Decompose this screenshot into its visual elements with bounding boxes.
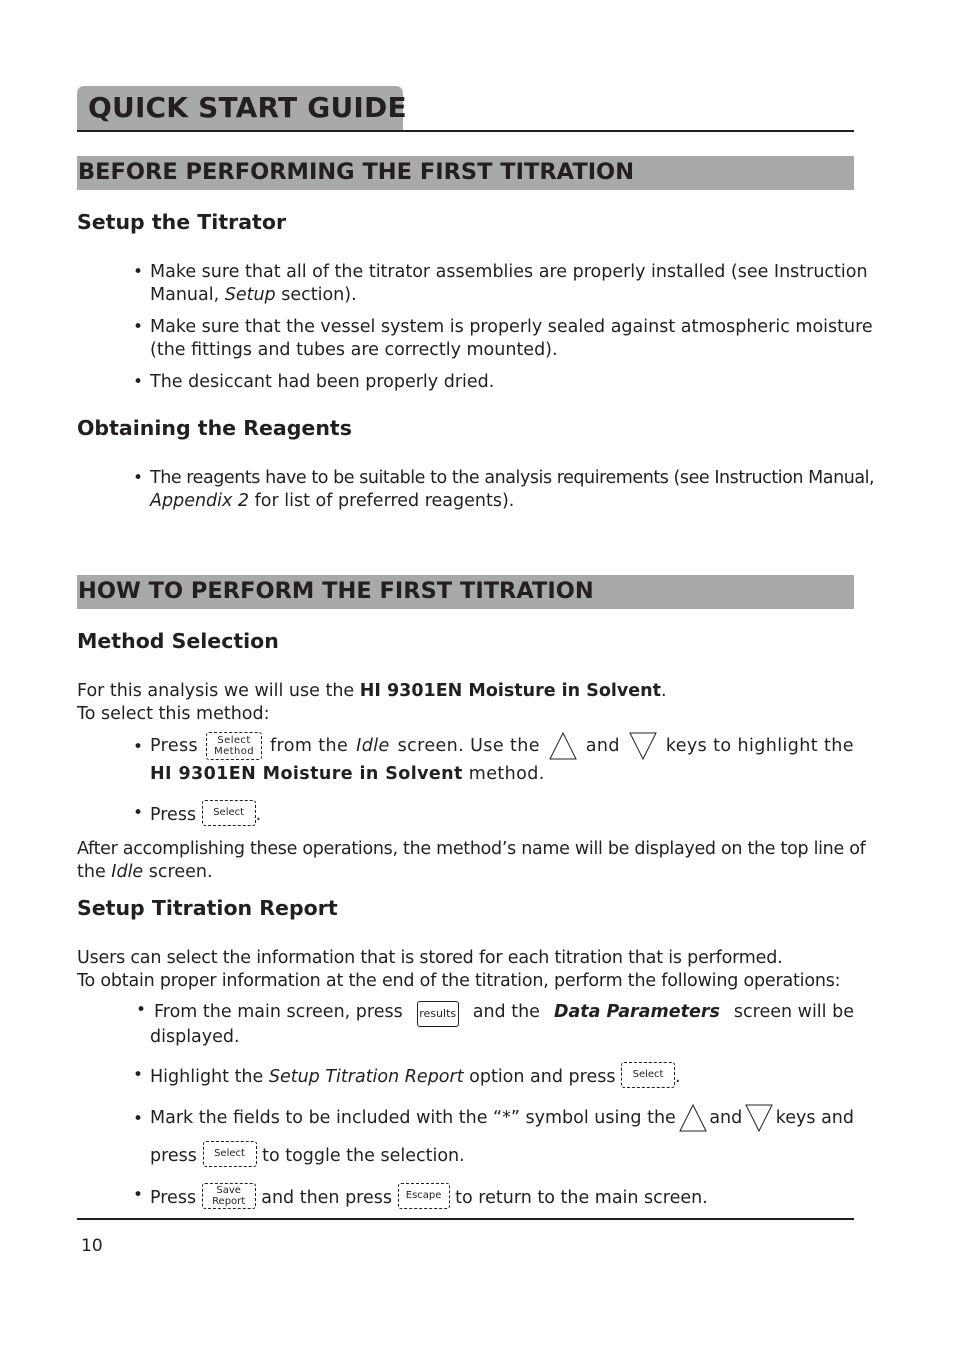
escape-key: Escape xyxy=(398,1183,450,1209)
page-number: 10 xyxy=(81,1236,103,1256)
select-key: Select xyxy=(621,1062,675,1088)
method-after-line-1: After accomplishing these operations, the method’s name will be displayed on the top line of xyxy=(77,839,866,859)
title-rule xyxy=(77,130,854,132)
bullet: • xyxy=(133,1065,144,1085)
setup-bullet-1-line-2: Manual, Setup section). xyxy=(150,285,357,305)
bullet: • xyxy=(136,1000,147,1020)
subheading-obtaining-reagents: Obtaining the Reagents xyxy=(77,416,352,440)
method-intro-2: To select this method: xyxy=(77,704,270,724)
bullet: • xyxy=(133,468,144,488)
report-intro-1: Users can select the information that is stored for each titration that is performed. xyxy=(77,948,783,968)
select-key: Select xyxy=(202,800,256,826)
setup-bullet-3: The desiccant had been properly dried. xyxy=(150,372,495,392)
bullet: • xyxy=(133,1185,144,1205)
report-bullet-3-line-2: press Select to toggle the selection. xyxy=(150,1143,465,1169)
method-bullet-1-line-1: Press Select Method from the Idle screen. Use the and keys to highlight the xyxy=(150,731,854,761)
report-bullet-1-line-1: From the main screen, press results and the Data Parameters screen will be xyxy=(154,999,854,1025)
page-title: QUICK START GUIDE xyxy=(88,91,407,124)
results-key: results xyxy=(417,1001,459,1027)
down-arrow-key-icon xyxy=(744,1103,774,1133)
reagents-bullet-line-1: The reagents have to be suitable to the analysis requirements (see Instruction Manual, xyxy=(150,468,875,488)
up-arrow-key-icon xyxy=(548,731,578,761)
bullet: • xyxy=(133,803,144,823)
bullet: • xyxy=(133,317,144,337)
report-bullet-1-line-2: displayed. xyxy=(150,1027,240,1047)
up-arrow-key-icon xyxy=(678,1103,708,1133)
setup-bullet-2-line-2: (the fittings and tubes are correctly mounted). xyxy=(150,340,558,360)
method-intro: For this analysis we will use the HI 9301EN Moisture in Solvent. xyxy=(77,681,667,701)
report-bullet-2: Highlight the Setup Titration Report option and press Select . xyxy=(150,1064,681,1090)
report-intro-2: To obtain proper information at the end of the titration, perform the following operations: xyxy=(77,971,841,991)
bullet: • xyxy=(133,1109,144,1129)
method-bullet-1-line-2: HI 9301EN Moisture in Solvent method. xyxy=(150,764,545,784)
subheading-setup-titrator: Setup the Titrator xyxy=(77,210,287,234)
bullet: • xyxy=(133,737,144,757)
section-title-how: HOW TO PERFORM THE FIRST TITRATION xyxy=(78,578,594,604)
down-arrow-key-icon xyxy=(628,731,658,761)
setup-bullet-1-line-1: Make sure that all of the titrator assemblies are properly installed (see Instruction xyxy=(150,262,868,282)
report-bullet-3-line-1: Mark the fields to be included with the “*” symbol using the and keys and xyxy=(150,1103,854,1133)
select-method-key: Select Method xyxy=(206,732,262,760)
reagents-bullet-line-2: Appendix 2 for list of preferred reagents). xyxy=(150,491,515,511)
save-report-key: Save Report xyxy=(202,1183,256,1209)
setup-bullet-2-line-1: Make sure that the vessel system is properly sealed against atmospheric moisture xyxy=(150,317,873,337)
subheading-setup-titration-report: Setup Titration Report xyxy=(77,896,338,920)
footer-rule xyxy=(77,1218,854,1220)
bullet: • xyxy=(133,262,144,282)
section-title-before: BEFORE PERFORMING THE FIRST TITRATION xyxy=(78,159,635,185)
report-bullet-4: Press Save Report and then press Escape to return to the main screen. xyxy=(150,1185,708,1208)
subheading-method-selection: Method Selection xyxy=(77,629,279,653)
bullet: • xyxy=(133,372,144,392)
method-after-line-2: the Idle screen. xyxy=(77,862,213,882)
method-bullet-2: Press Select . xyxy=(150,802,261,828)
select-key: Select xyxy=(203,1141,257,1167)
